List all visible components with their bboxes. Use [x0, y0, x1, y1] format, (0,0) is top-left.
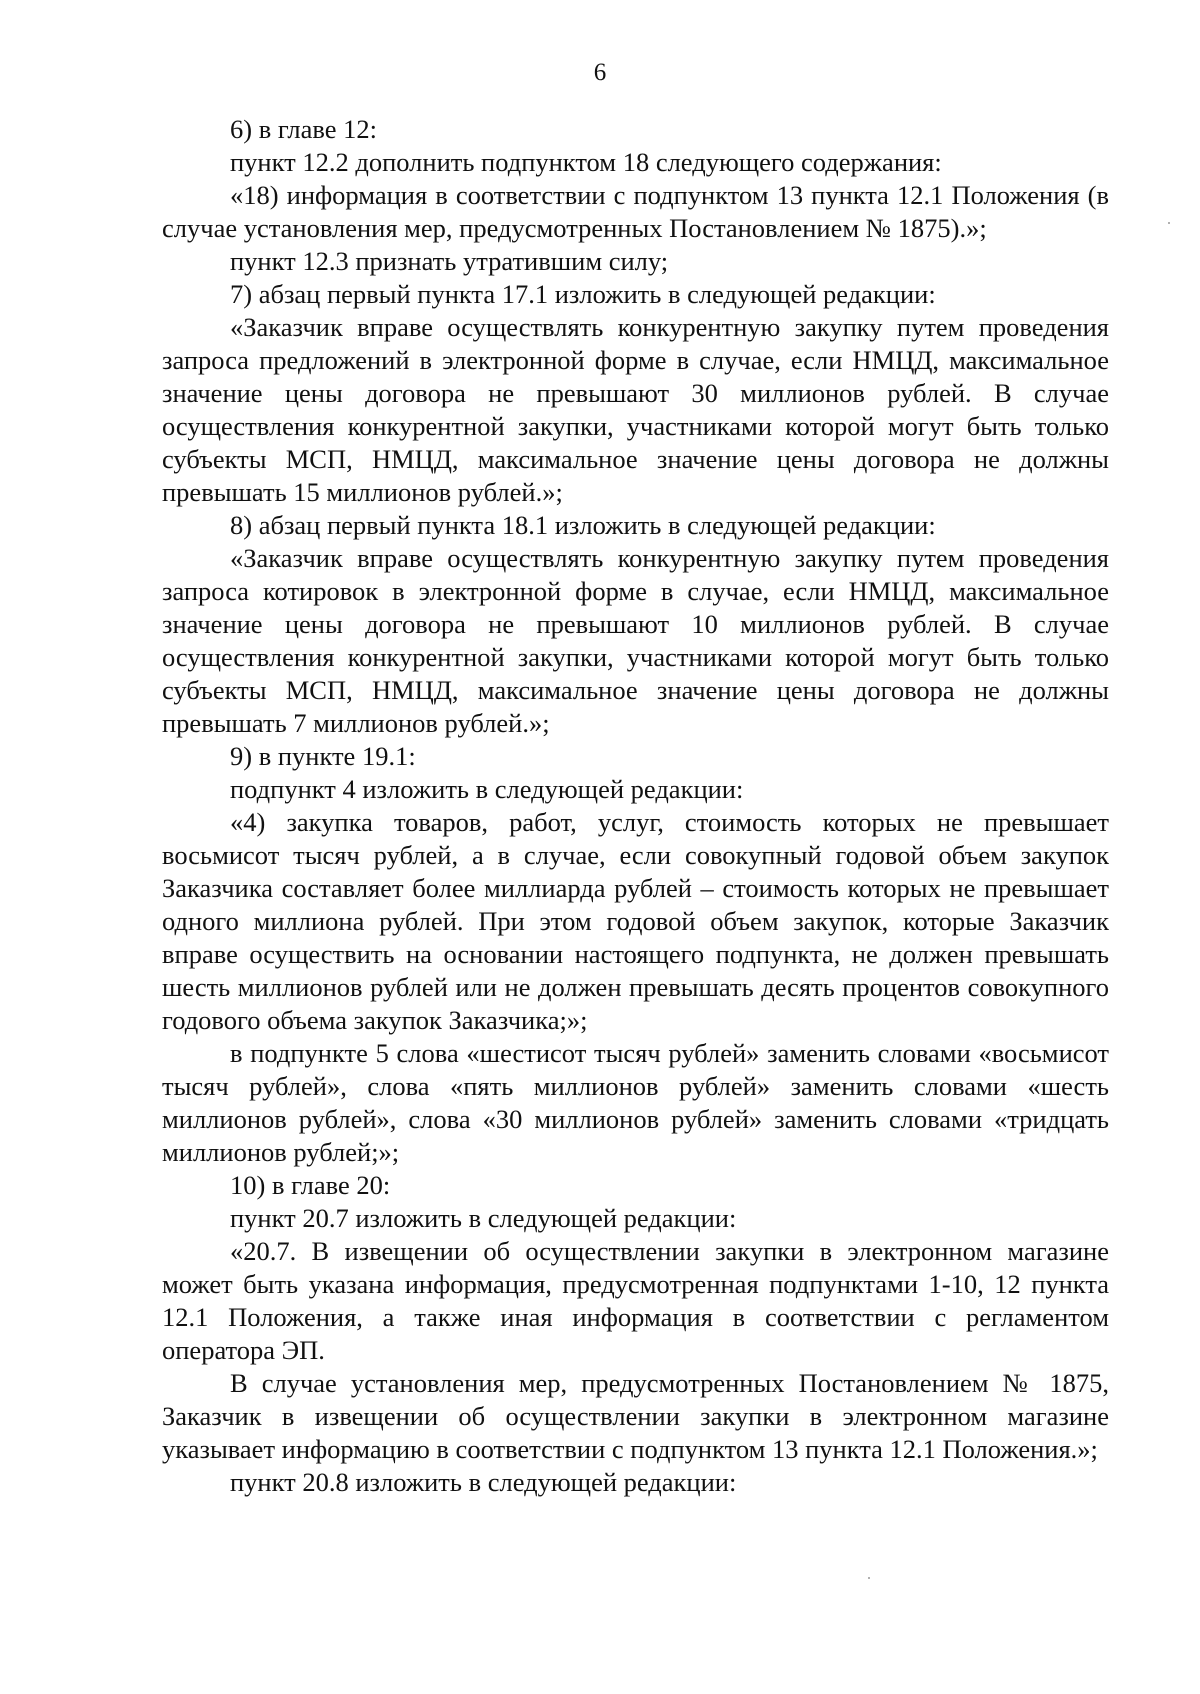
paragraph-item-20-8: пункт 20.8 изложить в следующей редакции: [230, 1467, 737, 1497]
paragraph-quote-17-1: «Заказчик вправе осуществлять конкурентную закупку путем проведения запроса предложений в электронной форме в случае, если НМЦД, максимальное значение цены договора не превышают 30 миллионов рублей. В случае осуществления конкурентной закупки, участниками которой могут быть только субъекты МСП, НМЦД, максимальное значение цены договора не должны превышать 15 миллионов рублей.»; [162, 312, 1109, 507]
paragraph-item-17-1: 7) абзац первый пункта 17.1 изложить в следующей редакции: [230, 279, 936, 309]
paragraph-item-18-1: 8) абзац первый пункта 18.1 изложить в следующей редакции: [230, 510, 936, 540]
paragraph-measures: В случае установления мер, предусмотренных Постановлением № 1875, Заказчик в извещении об осуществлении закупки в электронном магазине указывает информацию в соответствии с подпунктом 13 пункта 12.1 Положения.»; [162, 1368, 1109, 1464]
paragraph-item-12-2: пункт 12.2 дополнить подпунктом 18 следующего содержания: [230, 147, 942, 177]
scan-speck [868, 1577, 870, 1579]
paragraph-subitem-4: подпункт 4 изложить в следующей редакции: [230, 774, 744, 804]
paragraph-item-19-1: 9) в пункте 19.1: [230, 741, 416, 771]
scan-speck [1168, 222, 1170, 224]
paragraph-item-20-7: пункт 20.7 изложить в следующей редакции: [230, 1203, 737, 1233]
page-number: 6 [593, 59, 607, 86]
paragraph-quote-18-1: «Заказчик вправе осуществлять конкурентную закупку путем проведения запроса котировок в электронной форме в случае, если НМЦД, максимальное значение цены договора не превышают 10 миллионов рублей. В случае осуществления конкурентной закупки, участниками которой могут быть только субъекты МСП, НМЦД, максимальное значение цены договора не должны превышать 7 миллионов рублей.»; [162, 543, 1109, 738]
paragraph-quote-subitem-4: «4) закупка товаров, работ, услуг, стоимость которых не превышает восьмисот тысяч рублей, а в случае, если совокупный годовой объем закупок Заказчика составляет более миллиарда рублей – стоимость которых не превышает одного миллиона рублей. При этом годовой объем закупок, которые Заказчик вправе осуществить на основании настоящего подпункта, не должен превышать шесть миллионов рублей или не должен превышать десять процентов совокупного годового объема закупок Заказчика;»; [162, 807, 1109, 1035]
paragraph-subitem-5: в подпункте 5 слова «шестисот тысяч рублей» заменить словами «восьмисот тысяч рублей», слова «пять миллионов рублей» заменить словами «шесть миллионов рублей», слова «30 миллионов рублей» заменить словами «тридцать миллионов рублей;»; [162, 1038, 1109, 1167]
paragraph-chapter-12: 6) в главе 12: [230, 114, 377, 144]
document-body [162, 113, 1109, 1499]
paragraph-quote-20-7: «20.7. В извещении об осуществлении закупки в электронном магазине может быть указана информация, предусмотренная подпунктами 1-10, 12 пункта 12.1 Положения, а также иная информация в соответствии с регламентом оператора ЭП. [162, 1236, 1109, 1365]
paragraph-chapter-20: 10) в главе 20: [230, 1170, 391, 1200]
paragraph-subitem-18: «18) информация в соответствии с подпунктом 13 пункта 12.1 Положения (в случае установления мер, предусмотренных Постановлением № 1875).»; [162, 180, 1109, 243]
paragraph-item-12-3: пункт 12.3 признать утратившим силу; [230, 246, 669, 276]
